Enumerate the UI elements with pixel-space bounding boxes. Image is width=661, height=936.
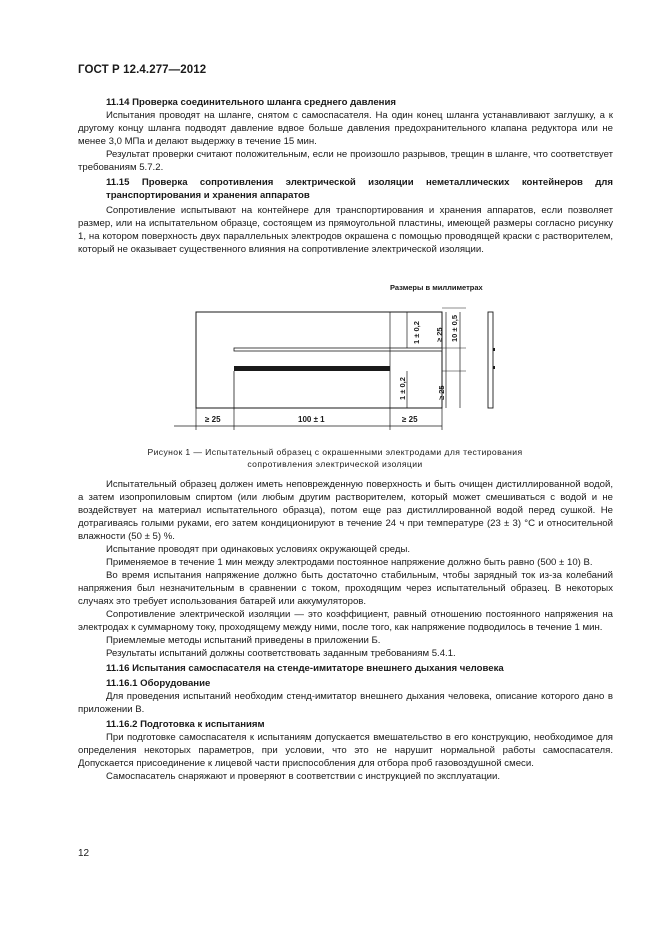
section-heading-11-14: 11.14 Проверка соединительного шланга среднего давления: [106, 97, 396, 108]
side-electrode-mark: [493, 366, 495, 369]
dim-label-bottom-margin: ≥ 25: [437, 385, 446, 400]
dim-label-top-electrode: 1 ± 0,2: [412, 321, 421, 344]
paragraph: Применяемое в течение 1 мин между электродами постоянное напряжение должно быть равно (500 ± 10) В.: [106, 557, 593, 568]
dim-label-bottom-electrode: 1 ± 0,2: [398, 377, 407, 400]
paragraph: Сопротивление электрической изоляции — это коэффициент, равный отношению постоянного напряжения на электродах к суммарному току, проходящему между ними, после того, как напряжение подводилось в течение 1 мин.: [78, 609, 613, 633]
paragraph: Сопротивление испытывают на контейнере для транспортирования и хранения аппаратов, если позволяет размер, или на испытательном образце, состоящем из прямоугольной пластины, имеющей размеры согласно рисунку 1, на котором поверхность двух параллельных электродов окрашена с помощью проводящей краски с растворителем, который не оказывает существенного влияния на сопротивление электрической изоляции.: [78, 205, 613, 255]
figure-caption-line: сопротивления электрической изоляции: [247, 459, 423, 469]
paragraph: Испытательный образец должен иметь неповрежденную поверхность и быть очищен дистиллированной водой, а затем изопропиловым спиртом (или любым другим растворителем, который может смешиваться с водой и не воздействует на материал испытательного образца), потом еще раз дистиллированной водой перед сушкой. Не дотрагиваясь голыми руками, его затем кондиционируют в течение 24 ч при температуре (23 ± 3) °С и относительной влажности (50 ± 5) %.: [78, 479, 613, 542]
side-electrode-mark: [493, 348, 495, 351]
figure-caption-line: Рисунок 1 — Испытательный образец с окрашенными электродами для тестирования: [147, 447, 523, 457]
section-heading: 11.16 Испытания самоспасателя на стенде-имитаторе внешнего дыхания человека: [106, 663, 504, 674]
dim-label-middle: 100 ± 1: [298, 415, 325, 424]
section-block-bottom: [78, 478, 613, 783]
paragraph: Самоспасатель снаряжают и проверяют в соответствии с инструкцией по эксплуатации.: [106, 771, 500, 782]
section-heading: 11.16.1 Оборудование: [106, 678, 211, 689]
top-electrode: [234, 348, 442, 351]
document-header: ГОСТ Р 12.4.277—2012: [78, 64, 207, 76]
dim-label-left: ≥ 25: [205, 415, 221, 424]
plate-side-view: [488, 312, 493, 408]
dim-label-top-margin: ≥ 25: [435, 327, 444, 342]
section-heading: 11.16.2 Подготовка к испытаниям: [106, 719, 265, 730]
dim-label-gap: 10 ± 0,5: [450, 314, 459, 342]
paragraph: Во время испытания напряжение должно быть достаточно стабильным, чтобы зарядный ток из-за колебаний напряжения был незначительным в сравнении с током, проходящим через испытательный образец. В некоторых случаях это требует использования батарей или аккумуляторов.: [78, 570, 613, 607]
paragraph: Для проведения испытаний необходим стенд-имитатор внешнего дыхания человека, описание которого дано в приложении В.: [78, 691, 613, 715]
bottom-electrode: [234, 366, 390, 371]
paragraph: Испытание проводят при одинаковых условиях окружающей среды.: [106, 544, 411, 555]
paragraph: При подготовке самоспасателя к испытаниям допускается вмешательство в его конструкцию, необходимое для определения некоторых параметров, при условии, что это не нарушит нормальной работы самоспасателя. Допускается присоединение к лицевой части приспособления для отбора проб газовоздушной смеси.: [78, 732, 613, 769]
section-heading-11-15: 11.15 Проверка сопротивления электрической изоляции неметаллических контейнеров для транспортирования и хранения аппаратов: [106, 177, 613, 201]
figure-caption: [120, 446, 550, 470]
paragraph: Результаты испытаний должны соответствовать заданным требованиям 5.4.1.: [106, 648, 456, 659]
section-block-top: [78, 96, 613, 256]
paragraph: Испытания проводят на шланге, снятом с самоспасателя. На один конец шланга устанавливают заглушку, а к другому концу шланга подводят давление вдвое больше давления предохранительного клапана редуктора или не менее 3,0 МПа и делают выдержку в течение 15 мин.: [78, 110, 613, 147]
paragraph: Приемлемые методы испытаний приведены в приложении Б.: [106, 635, 381, 646]
page-number: 12: [78, 848, 90, 859]
dim-label-right: ≥ 25: [402, 415, 418, 424]
paragraph: Результат проверки считают положительным, если не произошло разрывов, трещин в шланге, что соответствует требованиям 5.7.2.: [78, 149, 613, 173]
figure-1-diagram: [170, 278, 520, 438]
units-note: Размеры в миллиметрах: [390, 283, 483, 292]
